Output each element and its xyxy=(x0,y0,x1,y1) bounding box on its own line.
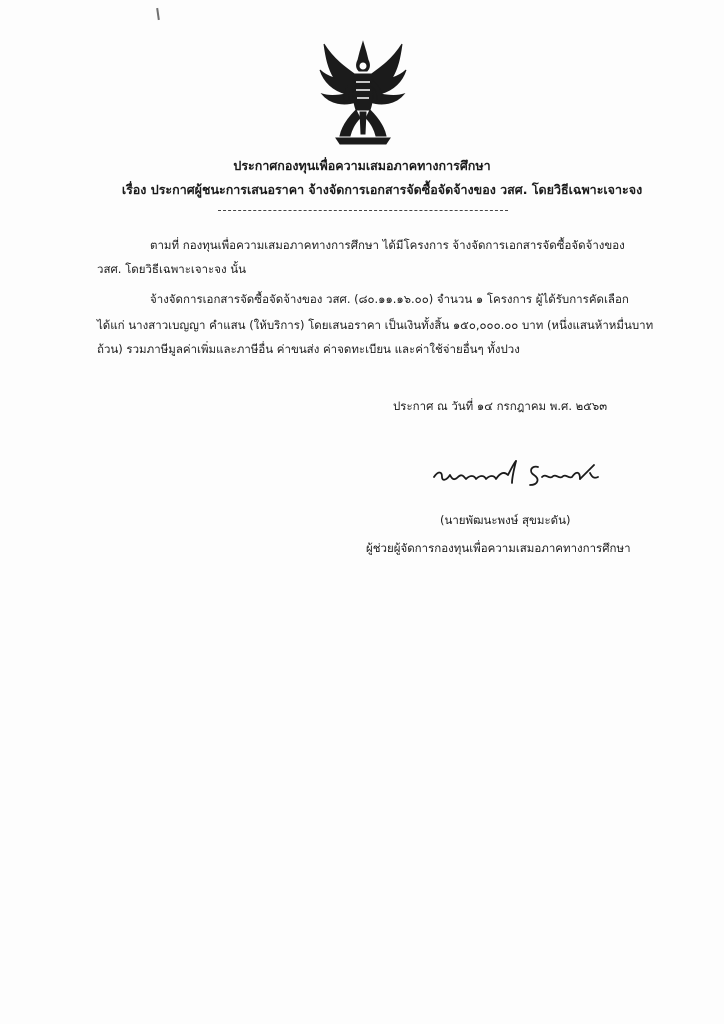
handwritten-signature-icon xyxy=(430,453,608,495)
garuda-emblem-icon xyxy=(316,38,410,148)
body-paragraph-2-line-3: ถ้วน) รวมภาษีมูลค่าเพิ่มและภาษีอื่น ค่าขนส่ง ค่าจดทะเบียน และค่าใช้จ่ายอื่นๆ ทั้งปวง xyxy=(97,342,520,356)
signer-title: ผู้ช่วยผู้จัดการกองทุนเพื่อความเสมอภาคทางการศึกษา xyxy=(366,541,631,555)
dashed-divider xyxy=(218,210,508,211)
body-paragraph-2-line-2: ได้แก่ นางสาวเบญญา คำแสน (ให้บริการ) โดยเสนอราคา เป็นเงินทั้งสิ้น ๑๕๐,๐๐๐.๐๐ บาท (หนึ่งแสนห้าหมื่นบาท xyxy=(97,318,654,332)
body-paragraph-1-line-2: วสศ. โดยวิธีเฉพาะเจาะจง นั้น xyxy=(97,262,246,276)
announcement-date: ประกาศ ณ วันที่ ๑๔ กรกฎาคม พ.ศ. ๒๕๖๓ xyxy=(393,399,608,413)
stray-pen-mark xyxy=(156,8,160,20)
document-title: ประกาศกองทุนเพื่อความเสมอภาคทางการศึกษา xyxy=(233,158,491,173)
body-paragraph-2-line-1: จ้างจัดการเอกสารจัดซื้อจัดจ้างของ วสศ. (๘๐.๑๑.๑๖.๐๐) จำนวน ๑ โครงการ ผู้ได้รับการคัดเลือก xyxy=(150,292,629,306)
document-subject: เรื่อง ประกาศผู้ชนะการเสนอราคา จ้างจัดการเอกสารจัดซื้อจัดจ้างของ วสศ. โดยวิธีเฉพาะเจาะจง xyxy=(121,182,643,197)
body-paragraph-1-line-1: ตามที่ กองทุนเพื่อความเสมอภาคทางการศึกษา ได้มีโครงการ จ้างจัดการเอกสารจัดซื้อจัดจ้างของ xyxy=(150,238,625,252)
signer-name: (นายพัฒนะพงษ์ สุขมะดัน) xyxy=(440,513,571,527)
